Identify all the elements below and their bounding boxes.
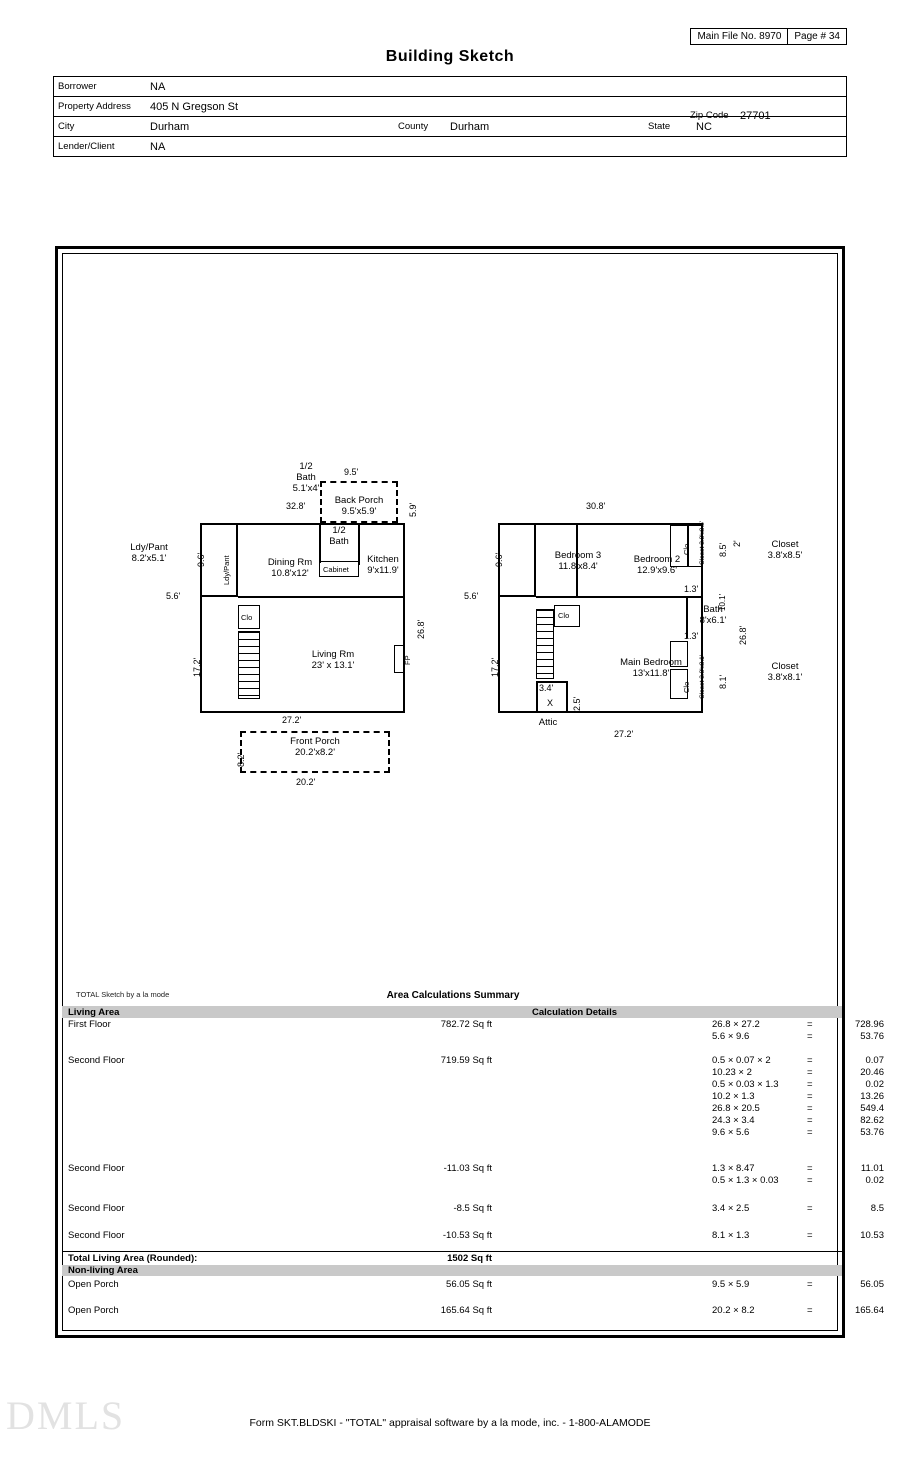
calc-row-name: Second Floor <box>68 1230 125 1241</box>
fireplace-label: FP <box>403 655 412 665</box>
calc-detail-expr: 26.8 × 20.5 <box>712 1103 760 1114</box>
ldy-pant-inner-label: Ldy/Pant <box>222 555 231 585</box>
bedroom2-size: 12.9'x9.6' <box>636 565 678 576</box>
closet-bottom-side-label: Closet 3.8'x8.1' <box>699 654 706 699</box>
calc-detail-result: 549.4 <box>860 1103 884 1114</box>
calc-detail-expr: 10.2 × 1.3 <box>712 1091 755 1102</box>
city-value: Durham <box>146 117 394 137</box>
calc-row <box>62 1203 884 1215</box>
calc-detail-expr: 8.1 × 1.3 <box>712 1230 750 1241</box>
calc-detail-eq: = <box>807 1091 813 1102</box>
sketch-frame <box>55 246 884 1338</box>
second-floor-dim-172: 17.2' <box>490 657 500 677</box>
row-spacer <box>62 1215 844 1227</box>
half-bath-callout-size: 5.1'x4' <box>292 483 320 494</box>
main-file-no: Main File No. 8970 <box>697 31 782 42</box>
calc-detail-result: 53.76 <box>860 1127 884 1138</box>
calc-detail-expr: 0.5 × 0.07 × 2 <box>712 1055 771 1066</box>
table-row <box>54 137 847 157</box>
calc-detail-eq: = <box>807 1230 813 1241</box>
calc-row-area: 165.64 Sq ft <box>440 1305 492 1316</box>
non-living-area-label: Non-living Area <box>68 1265 138 1276</box>
front-porch-size: 20.2'x8.2' <box>294 747 336 758</box>
bedroom3-label: Bedroom 3 <box>554 550 602 561</box>
calc-detail-result: 13.26 <box>860 1091 884 1102</box>
calc-detail-eq: = <box>807 1079 813 1090</box>
bedroom3-size: 11.8'x8.4' <box>558 561 598 572</box>
calc-detail-eq: = <box>807 1127 813 1138</box>
second-floor-dim-56: 5.6' <box>464 591 479 601</box>
borrower-label: Borrower <box>54 77 147 97</box>
calc-detail-eq: = <box>807 1115 813 1126</box>
form-footer-note: Form SKT.BLDSKI - "TOTAL" appraisal software by a la mode, inc. - 1-800-ALAMODE <box>249 1417 651 1429</box>
zip-label: Zip Code <box>690 110 729 121</box>
calc-detail-expr: 5.6 × 9.6 <box>712 1031 750 1042</box>
non-living-area-header <box>62 1265 842 1276</box>
table-row <box>54 77 847 97</box>
state-value: NC <box>692 117 847 137</box>
second-floor-closet-left-label: Clo <box>558 611 570 620</box>
second-floor-dim-13a: 1.3' <box>684 584 699 594</box>
calc-row-area: 56.05 Sq ft <box>446 1279 492 1290</box>
calc-rows <box>62 1019 884 1242</box>
calc-row-area: -8.5 Sq ft <box>453 1203 492 1214</box>
calc-row <box>62 1115 884 1127</box>
watermark: DMLS <box>6 1393 126 1438</box>
borrower-value: NA <box>146 77 847 97</box>
half-bath-inner-label2: Bath <box>329 536 349 547</box>
total-living-area-row <box>62 1251 844 1264</box>
city-label: City <box>54 117 147 137</box>
property-address-value: 405 N Gregson St <box>146 97 847 117</box>
calc-details-header: Calculation Details <box>532 1007 617 1018</box>
second-floor-closet-right-a <box>670 641 688 667</box>
calc-row-area: -10.53 Sq ft <box>442 1230 492 1241</box>
county-label: County <box>394 117 446 137</box>
first-floor-stairs <box>238 631 260 699</box>
second-floor-bottom-dim: 27.2' <box>614 729 634 739</box>
closet-bottom-callout-size: 3.8'x8.1' <box>767 672 803 683</box>
county-value: Durham <box>446 117 644 137</box>
cabinet-label: Cabinet <box>323 565 349 574</box>
calc-row-name: Second Floor <box>68 1055 125 1066</box>
nonliving-calc-rows <box>62 1279 884 1317</box>
attic-x-label: X <box>547 698 554 708</box>
calc-detail-result: 56.05 <box>860 1279 884 1290</box>
main-bedroom-size: 13'x11.8' <box>632 668 670 679</box>
kitchen-label: Kitchen <box>367 554 399 565</box>
lender-value: NA <box>150 140 166 153</box>
closet-top-callout-size: 3.8'x8.5' <box>767 550 803 561</box>
calc-detail-expr: 1.3 × 8.47 <box>712 1163 755 1174</box>
calc-detail-eq: = <box>807 1067 813 1078</box>
main-bedroom-label: Main Bedroom <box>620 657 682 668</box>
living-room-label: Living Rm <box>311 649 355 660</box>
second-floor-top-dim: 30.8' <box>586 501 606 511</box>
second-floor-dim-25: 2.5' <box>572 696 582 711</box>
calc-detail-result: 11.01 <box>860 1163 884 1174</box>
calc-detail-result: 0.02 <box>865 1175 884 1186</box>
calc-detail-expr: 20.2 × 8.2 <box>712 1305 755 1316</box>
second-floor-dim-85: 8.5' <box>718 542 728 557</box>
page-no: Page # 34 <box>787 29 846 44</box>
ldy-pant-callout-size: 8.2'x5.1' <box>131 553 167 564</box>
calc-row-name: Open Porch <box>68 1305 119 1316</box>
back-porch-label: Back Porch <box>334 495 384 506</box>
second-floor-dim-34: 3.4' <box>539 683 554 693</box>
calc-row <box>62 1279 884 1291</box>
calc-detail-eq: = <box>807 1203 813 1214</box>
kitchen-size: 9'x11.9' <box>367 565 399 576</box>
calc-detail-result: 53.76 <box>860 1031 884 1042</box>
calc-detail-result: 0.07 <box>865 1055 884 1066</box>
calc-detail-expr: 10.23 × 2 <box>712 1067 752 1078</box>
calc-detail-expr: 9.5 × 5.9 <box>712 1279 750 1290</box>
calc-row <box>62 1163 884 1175</box>
calc-row-name: Open Porch <box>68 1279 119 1290</box>
floorplan-canvas <box>58 249 848 1009</box>
calc-detail-eq: = <box>807 1019 813 1030</box>
front-porch-left-dim: 8.2' <box>236 752 246 767</box>
second-floor-dim-268: 26.8' <box>738 625 748 645</box>
calc-detail-expr: 0.5 × 0.03 × 1.3 <box>712 1079 779 1090</box>
calc-detail-expr: 3.4 × 2.5 <box>712 1203 750 1214</box>
calc-row <box>62 1019 884 1031</box>
page-title: Building Sketch <box>385 48 515 65</box>
calc-detail-result: 10.53 <box>860 1230 884 1241</box>
second-floor-dim-81: 8.1' <box>718 674 728 689</box>
calc-row <box>62 1079 884 1091</box>
calc-row-name: First Floor <box>68 1019 111 1030</box>
sketch-credit: TOTAL Sketch by a la mode <box>76 990 170 999</box>
calc-row-name: Second Floor <box>68 1163 125 1174</box>
calc-row <box>62 1230 884 1242</box>
second-floor-wall-h1 <box>536 596 703 598</box>
first-floor-dim-56: 5.6' <box>166 591 181 601</box>
calc-detail-result: 8.5 <box>870 1203 884 1214</box>
back-porch-size: 9.5'x5.9' <box>341 506 377 517</box>
calc-detail-eq: = <box>807 1055 813 1066</box>
calc-detail-result: 728.96 <box>854 1019 884 1030</box>
second-floor-stairs <box>536 609 554 679</box>
row-spacer <box>62 1187 844 1199</box>
first-floor-top-dim: 32.8' <box>286 501 306 511</box>
living-room-size: 23' x 13.1' <box>311 660 355 671</box>
calc-row <box>62 1175 884 1187</box>
calc-row <box>62 1067 884 1079</box>
front-porch-bottom-dim: 20.2' <box>296 777 316 787</box>
calc-detail-result: 165.64 <box>854 1305 884 1316</box>
back-porch-depth-dim: 5.9' <box>408 502 418 517</box>
row-spacer <box>62 1151 844 1163</box>
calc-detail-result: 0.02 <box>865 1079 884 1090</box>
second-floor-dim-2: 2' <box>732 540 742 547</box>
calc-row <box>62 1305 884 1317</box>
calc-row <box>62 1055 884 1067</box>
bath-label: Bath <box>703 604 723 615</box>
half-bath-callout-line1: 1/2 <box>299 461 313 472</box>
calc-header-bar <box>62 1006 842 1018</box>
state-label: State <box>644 117 692 137</box>
second-floor-dim-13b: 1.3' <box>684 631 699 641</box>
first-floor-right-dim: 26.8' <box>416 619 426 639</box>
row-spacer <box>62 1043 844 1055</box>
first-floor-dim-96: 9.6' <box>196 552 206 567</box>
half-bath-callout-line2: Bath <box>296 472 316 483</box>
second-floor-closet-right-label: Clo <box>682 681 691 693</box>
second-floor-dim-101: 10.1' <box>718 593 727 611</box>
bath-size: 8'x6.1' <box>699 615 727 626</box>
calc-detail-eq: = <box>807 1305 813 1316</box>
area-calculations-title: Area Calculations Summary <box>386 990 520 1001</box>
row-spacer <box>62 1139 844 1151</box>
dining-room-label: Dining Rm <box>267 557 313 568</box>
calc-row <box>62 1127 884 1139</box>
calc-detail-expr: 0.5 × 1.3 × 0.03 <box>712 1175 779 1186</box>
calc-row <box>62 1091 884 1103</box>
calc-detail-eq: = <box>807 1163 813 1174</box>
first-floor-closet-label: Clo <box>241 613 253 622</box>
first-floor-bottom-dim: 27.2' <box>282 715 302 725</box>
second-floor-dim-96: 9.6' <box>494 552 504 567</box>
bedroom2-label: Bedroom 2 <box>633 554 681 565</box>
attic-label: Attic <box>538 717 558 728</box>
ldy-pant-callout-label: Ldy/Pant <box>130 542 168 553</box>
calc-row <box>62 1103 884 1115</box>
lender-label: Lender/Client <box>58 141 115 152</box>
calc-detail-eq: = <box>807 1031 813 1042</box>
calc-detail-expr: 26.8 × 27.2 <box>712 1019 760 1030</box>
calc-row <box>62 1031 884 1043</box>
second-floor-closet-top-label: Clo <box>682 543 691 555</box>
calc-detail-eq: = <box>807 1175 813 1186</box>
closet-bottom-callout-label: Closet <box>771 661 799 672</box>
first-floor-dim-172: 17.2' <box>192 657 202 677</box>
half-bath-inner-label1: 1/2 <box>332 525 346 536</box>
back-porch-width-dim: 9.5' <box>344 467 359 477</box>
calc-detail-eq: = <box>807 1103 813 1114</box>
living-area-header: Living Area <box>68 1007 120 1018</box>
calc-detail-expr: 24.3 × 3.4 <box>712 1115 755 1126</box>
property-address-label: Property Address <box>54 97 147 117</box>
front-porch-label: Front Porch <box>290 736 340 747</box>
zip-value: 27701 <box>740 110 771 122</box>
total-living-area-value: 1502 Sq ft <box>447 1253 492 1264</box>
calc-row-name: Second Floor <box>68 1203 125 1214</box>
calc-row-area: 719.59 Sq ft <box>440 1055 492 1066</box>
calc-detail-result: 20.46 <box>860 1067 884 1078</box>
calc-detail-eq: = <box>807 1279 813 1290</box>
calc-detail-result: 82.62 <box>860 1115 884 1126</box>
calc-row-area: 782.72 Sq ft <box>440 1019 492 1030</box>
interior-wall-horizontal <box>238 596 405 598</box>
row-spacer <box>62 1291 844 1303</box>
calc-row-area: -11.03 Sq ft <box>443 1163 492 1174</box>
dining-room-size: 10.8'x12' <box>271 568 309 579</box>
total-living-area-label: Total Living Area (Rounded): <box>68 1253 198 1264</box>
calc-detail-expr: 9.6 × 5.6 <box>712 1127 750 1138</box>
closet-top-callout-label: Closet <box>771 539 799 550</box>
second-floor-closet-side-label: Closet 3.8'x8.5' <box>699 520 706 565</box>
file-info-box <box>690 28 847 45</box>
